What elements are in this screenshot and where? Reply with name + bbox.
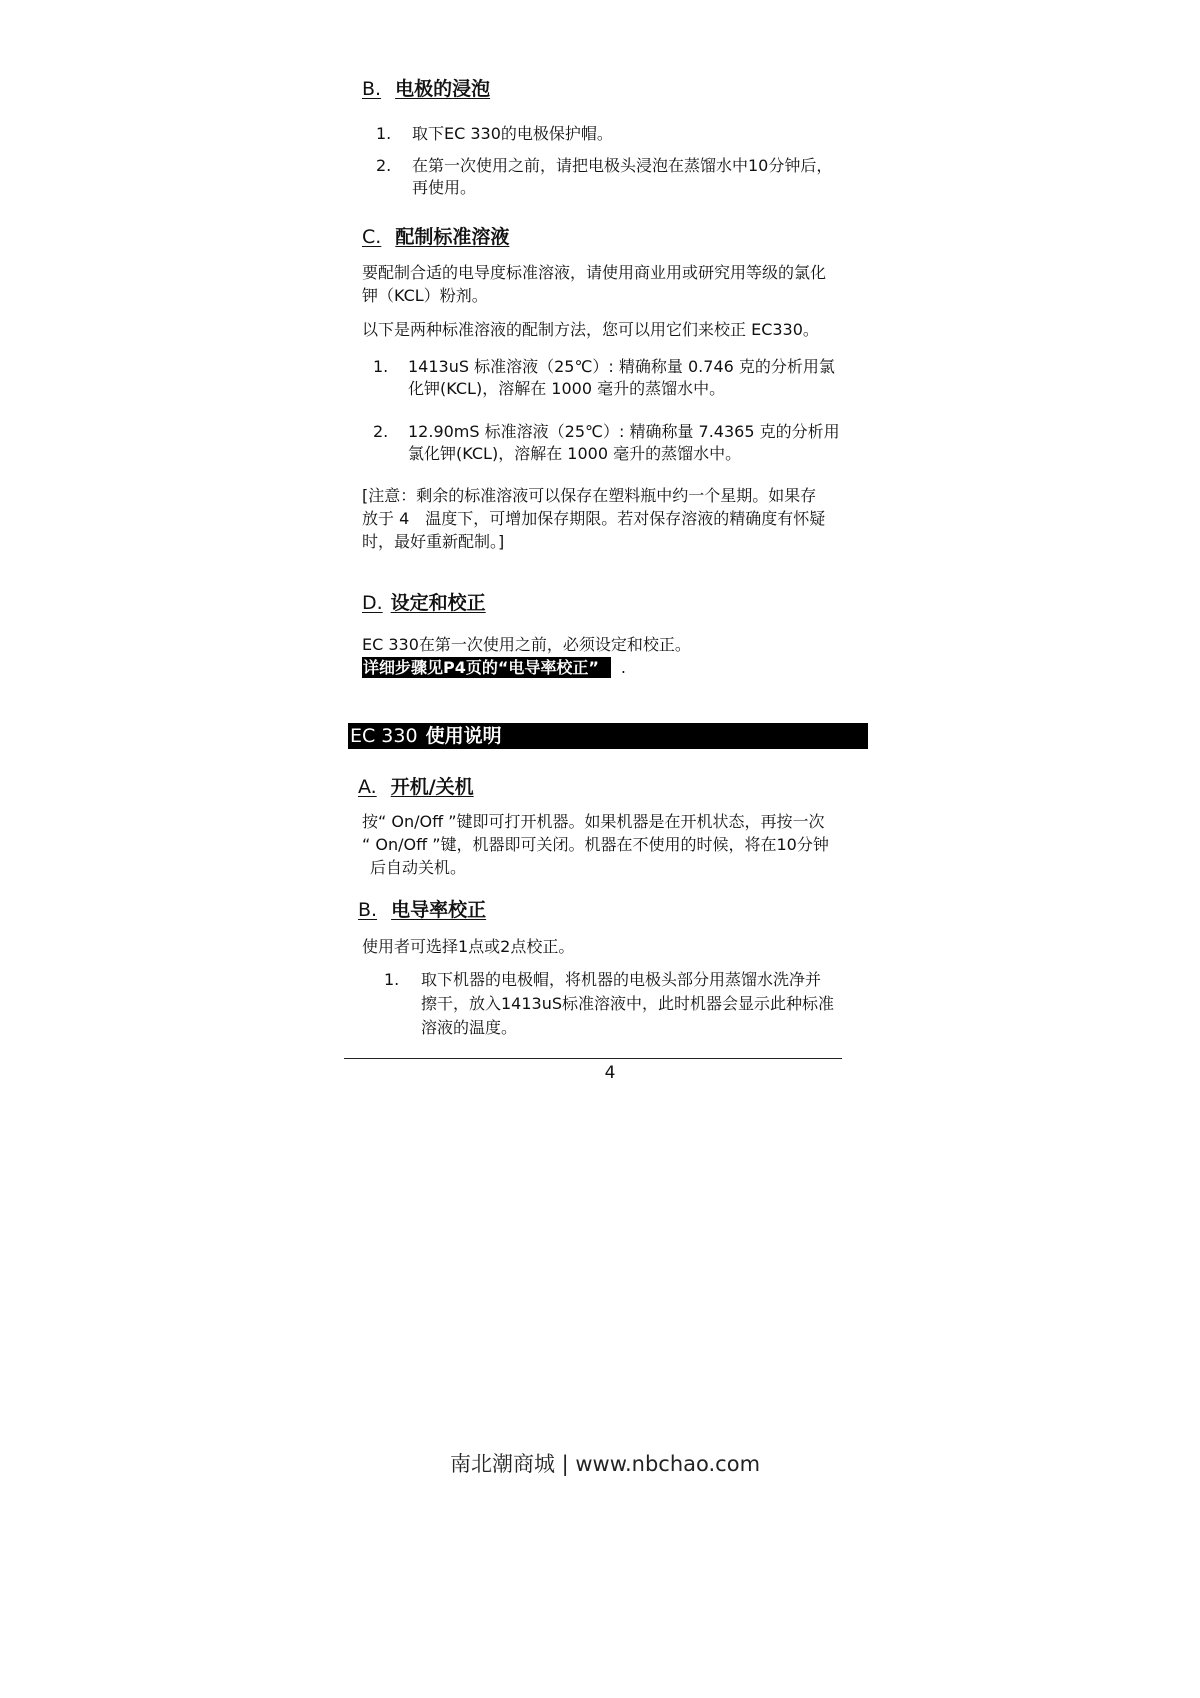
paragraph-line — [362, 656, 626, 679]
page-divider — [344, 1058, 842, 1059]
section-letter: D. — [362, 592, 383, 614]
list-item-continued: 再使用。 — [412, 178, 477, 197]
section-title: 开机/关机 — [390, 776, 474, 798]
list-number: 1. — [376, 124, 392, 143]
section-title: 电导率校正 — [391, 899, 487, 921]
section-title: 配制标准溶液 — [395, 226, 510, 248]
section-letter: B. — [358, 899, 378, 921]
list-number: 2. — [373, 422, 389, 441]
section-heading — [362, 588, 486, 615]
section-title: 电极的浸泡 — [395, 78, 491, 100]
list-item: 取下EC 330的电极保护帽。 — [412, 124, 613, 143]
section-banner — [348, 723, 868, 749]
banner-title: 使用说明 — [425, 725, 502, 747]
section-heading — [358, 895, 486, 922]
note-line: [注意：剩余的标准溶液可以保存在塑料瓶中约一个星期。如果存 — [362, 486, 817, 505]
trailing-period: . — [620, 658, 626, 677]
paragraph-line: 按“ On/Off ”键即可打开机器。如果机器是在开机状态，再按一次 — [362, 812, 825, 831]
banner-model: EC 330 — [350, 725, 418, 747]
paragraph-line: 要配制合适的电导度标准溶液，请使用商业用或研究用等级的氯化 — [362, 263, 827, 282]
list-number: 1. — [373, 357, 389, 376]
section-title: 设定和校正 — [390, 592, 486, 614]
list-item-continued: 擦干，放入1413uS标准溶液中，此时机器会显示此种标准 — [421, 994, 835, 1013]
section-heading — [358, 772, 474, 799]
section-heading — [362, 222, 509, 249]
list-item-continued: 氯化钾(KCL)，溶解在 1000 毫升的蒸馏水中。 — [408, 444, 742, 463]
paragraph: 使用者可选择1点或2点校正。 — [362, 937, 575, 956]
page-number: 4 — [604, 1063, 616, 1083]
section-letter: C. — [362, 226, 382, 248]
section-letter: B. — [362, 78, 382, 100]
note-line: 时，最好重新配制。] — [362, 532, 505, 551]
list-item: 12.90mS 标准溶液（25℃）: 精确称量 7.4365 克的分析用 — [408, 422, 840, 441]
paragraph-line: “ On/Off ”键，机器即可关闭。机器在不使用的时候，将在10分钟 — [362, 835, 829, 854]
list-item: 在第一次使用之前，请把电极头浸泡在蒸馏水中10分钟后， — [412, 156, 833, 175]
note-line: 放于 4 温度下，可增加保存期限。若对保存溶液的精确度有怀疑 — [362, 509, 826, 528]
section-heading — [362, 74, 490, 101]
list-number: 2. — [376, 156, 392, 175]
highlighted-reference: 详细步骤见P4页的“电导率校正” — [362, 657, 611, 678]
paragraph-line: 钾（KCL）粉剂。 — [362, 286, 488, 305]
list-number: 1. — [384, 970, 400, 989]
paragraph-line: 后自动关机。 — [370, 858, 467, 877]
list-item: 1413uS 标准溶液（25℃）: 精确称量 0.746 克的分析用氯 — [408, 357, 835, 376]
paragraph: 以下是两种标准溶液的配制方法，您可以用它们来校正 EC330。 — [362, 320, 819, 339]
list-item-continued: 化钾(KCL)，溶解在 1000 毫升的蒸馏水中。 — [408, 379, 726, 398]
footer-watermark[interactable]: 南北潮商城 | www.nbchao.com — [449, 1452, 761, 1476]
section-letter: A. — [358, 776, 377, 798]
list-item-continued: 溶液的温度。 — [421, 1018, 518, 1037]
paragraph-line: EC 330在第一次使用之前，必须设定和校正。 — [362, 635, 691, 654]
list-item: 取下机器的电极帽，将机器的电极头部分用蒸馏水洗净并 — [421, 970, 822, 989]
